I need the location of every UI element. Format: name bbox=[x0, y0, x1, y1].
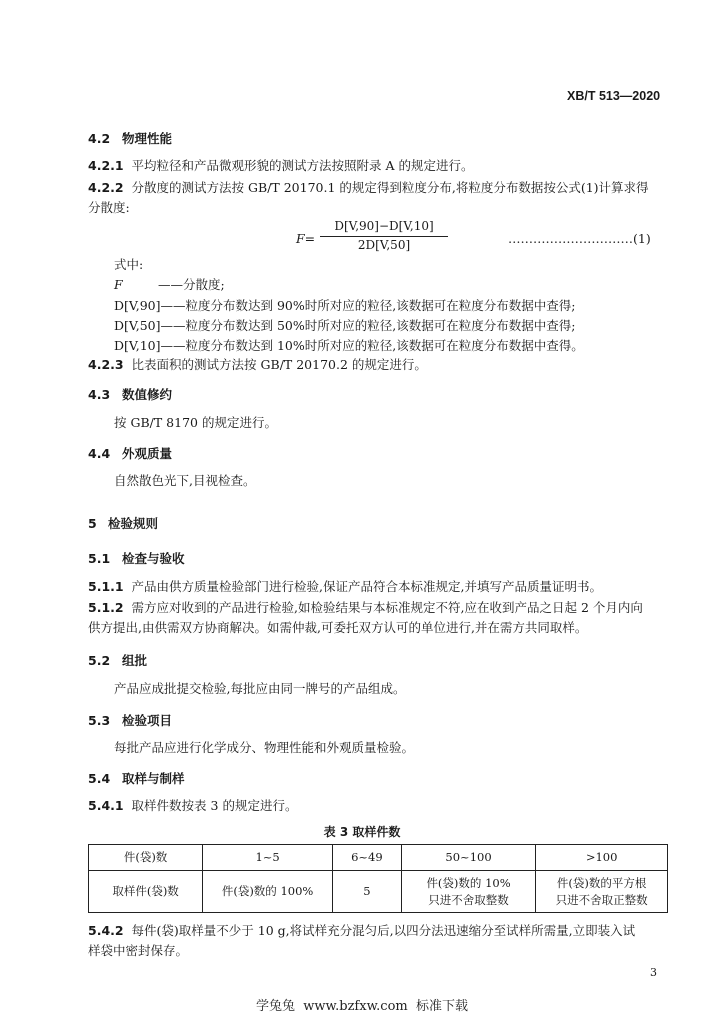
cell-line: 5 bbox=[363, 884, 371, 898]
cell-line: 件(袋)数的平方根 bbox=[556, 875, 647, 890]
header-cell: 件(袋)数 bbox=[89, 845, 203, 871]
clause-5-1-2-line2: 供方提出,由供需双方协商解决。如需仲裁,可委托双方认可的单位进行,并在需方共同取样。 bbox=[88, 620, 588, 635]
clause-text: 每件(袋)取样量不少于 10 g,将试样充分混匀后,以四分法迅速缩分至试样所需量,立即装入试 bbox=[131, 923, 636, 938]
clause-4-2-2-line2: 分散度: bbox=[88, 200, 130, 215]
section-number: 4.3 bbox=[88, 387, 111, 402]
header-cell: 50~100 bbox=[401, 845, 536, 871]
section-title: 外观质量 bbox=[122, 446, 173, 461]
section-number: 5.2 bbox=[88, 653, 111, 668]
section-title: 数值修约 bbox=[122, 387, 173, 402]
standard-number: XB/T 513—2020 bbox=[567, 89, 661, 103]
clause-text: 需方应对收到的产品进行检验,如检验结果与本标准规定不符,应在收到产品之日起 2 个月内向 bbox=[131, 600, 643, 615]
section-4-4-heading bbox=[88, 444, 172, 462]
header-cell: 6~49 bbox=[333, 845, 402, 871]
where-symbol: D[V,10] bbox=[114, 338, 161, 353]
fraction-bar bbox=[320, 236, 448, 237]
clause-5-4-2 bbox=[88, 921, 635, 941]
formula-numerator: D[V,90]−D[V,10] bbox=[334, 219, 434, 233]
header-cell: >100 bbox=[536, 845, 668, 871]
section-title: 组批 bbox=[122, 653, 148, 668]
section-title: 取样与制样 bbox=[122, 771, 185, 786]
section-number: 5.1 bbox=[88, 551, 111, 566]
where-item-dv10 bbox=[114, 336, 584, 356]
where-label: 式中: bbox=[114, 257, 144, 272]
section-5-3-text: 每批产品应进行化学成分、物理性能和外观质量检验。 bbox=[114, 740, 415, 755]
where-item-dv90 bbox=[114, 296, 575, 316]
cell-line: 只进不舍取正整数 bbox=[555, 892, 648, 907]
formula-lhs: F= bbox=[296, 231, 316, 246]
section-5-2-text: 产品应成批提交检验,每批应由同一牌号的产品组成。 bbox=[114, 681, 406, 696]
section-5-1-heading bbox=[88, 549, 185, 567]
clause-5-1-2 bbox=[88, 598, 643, 618]
where-symbol: F bbox=[114, 277, 123, 292]
clause-number: 4.2.2 bbox=[88, 180, 124, 195]
clause-number: 5.1.2 bbox=[88, 600, 124, 615]
section-5-4-heading bbox=[88, 769, 185, 787]
table-cell bbox=[203, 871, 333, 913]
where-desc: ——粒度分布数达到 50%时所对应的粒径,该数据可在粒度分布数据中查得; bbox=[160, 318, 576, 333]
header-cell: 1~5 bbox=[203, 845, 333, 871]
where-desc: ——粒度分布数达到 90%时所对应的粒径,该数据可在粒度分布数据中查得; bbox=[160, 298, 576, 313]
formula-denominator: 2D[V,50] bbox=[357, 238, 411, 252]
section-number: 5.3 bbox=[88, 713, 111, 728]
clause-text: 取样件数按表 3 的规定进行。 bbox=[131, 798, 298, 813]
cell-line: 件(袋)数的 100% bbox=[221, 884, 314, 898]
formula-number: …………………………(1) bbox=[508, 231, 651, 246]
clause-4-2-1 bbox=[88, 156, 474, 176]
section-4-2-heading bbox=[88, 129, 172, 147]
where-desc: ——粒度分布数达到 10%时所对应的粒径,该数据可在粒度分布数据中查得。 bbox=[160, 338, 584, 353]
section-5-2-heading bbox=[88, 651, 147, 669]
cell-line: 件(袋)数的 10% bbox=[426, 875, 511, 890]
table-cell bbox=[536, 871, 668, 913]
section-number: 4.2 bbox=[88, 131, 111, 146]
where-symbol: D[V,90] bbox=[114, 298, 161, 313]
table-header-row bbox=[89, 845, 668, 871]
cell-line: 只进不舍取整数 bbox=[428, 892, 509, 907]
where-item-dv50 bbox=[114, 316, 575, 336]
clause-4-2-2 bbox=[88, 178, 649, 198]
clause-text: 分散度的测试方法按 GB/T 20170.1 的规定得到粒度分布,将粒度分布数据按公式(1)计算求得 bbox=[131, 180, 649, 195]
clause-text: 比表面积的测试方法按 GB/T 20170.2 的规定进行。 bbox=[131, 357, 427, 372]
chapter-5-heading bbox=[88, 514, 158, 532]
table-caption: 表 3 取样件数 bbox=[323, 825, 401, 839]
footer-watermark: 学兔兔 www.bzfxw.com 标准下载 bbox=[256, 999, 468, 1014]
clause-number: 4.2.1 bbox=[88, 158, 124, 173]
section-title: 检查与验收 bbox=[122, 551, 185, 566]
where-desc: ——分散度; bbox=[158, 277, 225, 292]
section-4-4-text: 自然散色光下,目视检查。 bbox=[114, 473, 256, 488]
section-4-3-text: 按 GB/T 8170 的规定进行。 bbox=[114, 415, 277, 430]
table-cell bbox=[333, 871, 402, 913]
table-row bbox=[89, 871, 668, 913]
chapter-number: 5 bbox=[88, 516, 97, 531]
table-cell bbox=[401, 871, 536, 913]
clause-number: 5.4.2 bbox=[88, 923, 124, 938]
where-item-f bbox=[114, 275, 225, 295]
row-label-cell: 取样件(袋)数 bbox=[89, 871, 203, 913]
clause-text: 平均粒径和产品微观形貌的测试方法按照附录 A 的规定进行。 bbox=[131, 158, 474, 173]
section-number: 5.4 bbox=[88, 771, 111, 786]
clause-5-1-1 bbox=[88, 577, 602, 597]
chapter-title: 检验规则 bbox=[108, 516, 159, 531]
clause-text: 产品由供方质量检验部门进行检验,保证产品符合本标准规定,并填写产品质量证明书。 bbox=[131, 579, 602, 594]
clause-5-4-2-line2: 样袋中密封保存。 bbox=[88, 943, 189, 958]
clause-4-2-3 bbox=[88, 355, 427, 375]
section-number: 4.4 bbox=[88, 446, 111, 461]
sampling-table bbox=[88, 844, 668, 913]
section-title: 检验项目 bbox=[122, 713, 173, 728]
clause-number: 5.1.1 bbox=[88, 579, 124, 594]
clause-number: 5.4.1 bbox=[88, 798, 124, 813]
clause-number: 4.2.3 bbox=[88, 357, 124, 372]
page-number: 3 bbox=[650, 966, 657, 979]
where-symbol: D[V,50] bbox=[114, 318, 161, 333]
section-5-3-heading bbox=[88, 711, 172, 729]
section-4-3-heading bbox=[88, 385, 172, 403]
section-title: 物理性能 bbox=[122, 131, 173, 146]
clause-5-4-1 bbox=[88, 796, 297, 816]
